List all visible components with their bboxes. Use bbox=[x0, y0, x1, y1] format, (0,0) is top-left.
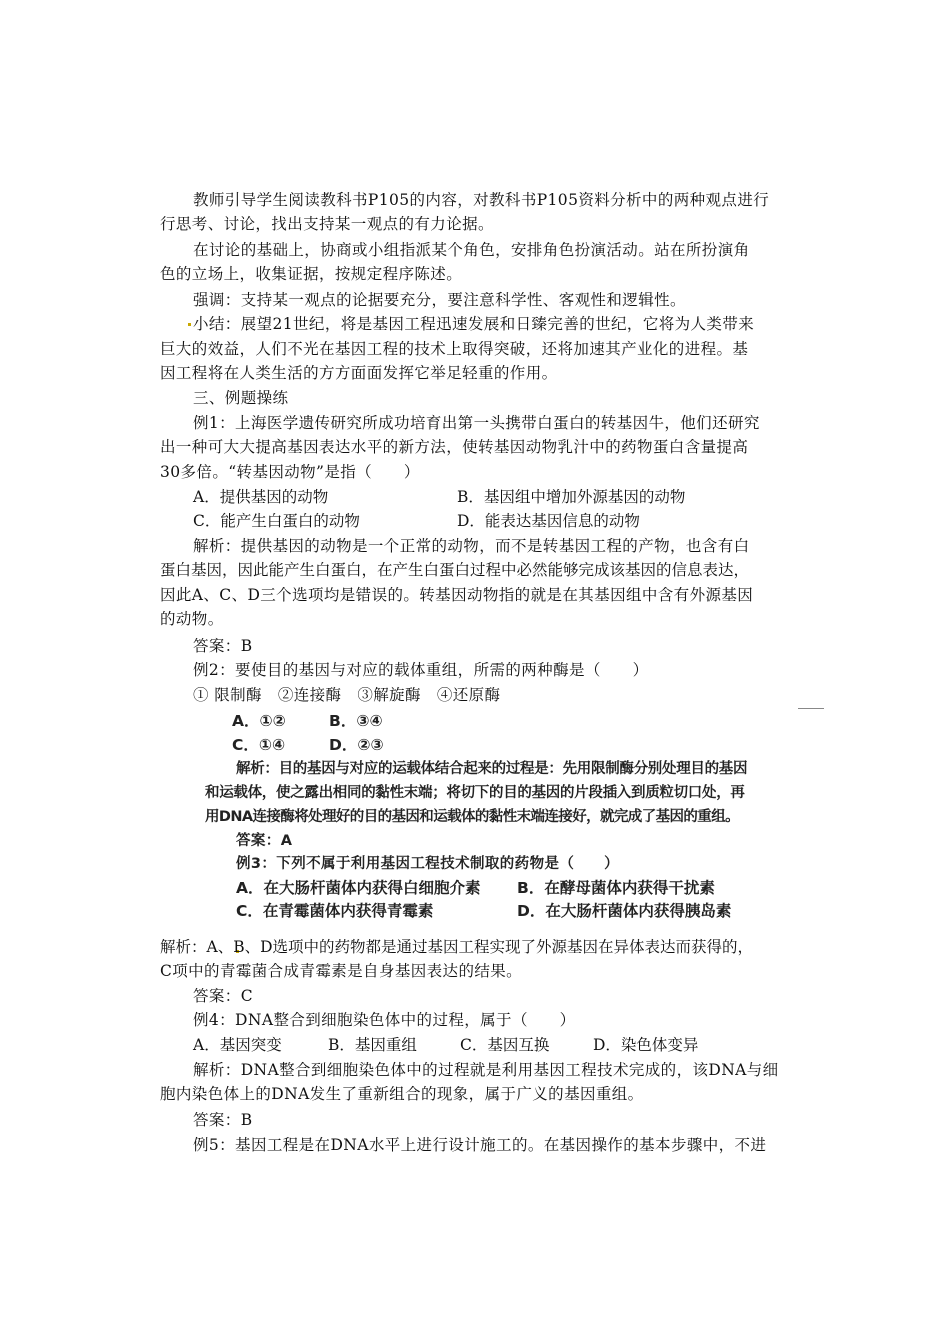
analysis-line: 蛋白基因，因此能产生白蛋白，在产生白蛋白过程中必然能够完成该基因的信息表达， bbox=[160, 561, 750, 579]
summary-line: 小结：展望21世纪，将是基因工程迅速发展和日臻完善的世纪，它将为人类带来 bbox=[193, 315, 755, 333]
analysis-line: 解析：提供基因的动物是一个正常的动物，而不是转基因工程的产物，也含有白 bbox=[193, 537, 750, 555]
analysis-line: 用DNA连接酶将处理好的目的基因和运载体的黏性末端连接好，就完成了基因的重组。 bbox=[205, 809, 739, 825]
analysis-line: 因此A、C、D三个选项均是错误的。转基因动物指的就是在其基因组中含有外源基因 bbox=[160, 586, 754, 604]
analysis-line: 胞内染色体上的DNA发生了重新组合的现象，属于广义的基因重组。 bbox=[160, 1085, 644, 1103]
answer-line: 答案：C bbox=[193, 987, 253, 1005]
example-1-line: 出一种可大大提高基因表达水平的新方法，使转基因动物乳汁中的药物蛋白含量提高 bbox=[160, 438, 749, 456]
analysis-line: 和运载体，使之露出相同的黏性末端；将切下的目的基因的片段插入到质粒切口处，再 bbox=[205, 785, 745, 801]
option-d: D．染色体变异 bbox=[593, 1036, 699, 1054]
example-1-line: 30多倍。“转基因动物”是指（ ） bbox=[160, 463, 420, 481]
example-5-line: 例5：基因工程是在DNA水平上进行设计施工的。在基因操作的基本步骤中，不进 bbox=[193, 1136, 767, 1154]
answer-line: 答案：A bbox=[236, 833, 293, 849]
analysis-line: 解析：目的基因与对应的运载体结合起来的过程是：先用限制酶分别处理目的基因 bbox=[236, 761, 748, 777]
example-1-line: 例1：上海医学遗传研究所成功培育出第一头携带白蛋白的转基因牛，他们还研究 bbox=[193, 414, 760, 432]
option-c: C．能产生白蛋白的动物 bbox=[193, 512, 360, 530]
option-b: B．③④ bbox=[329, 712, 383, 730]
option-a: A．①② bbox=[232, 712, 286, 730]
analysis-line: C项中的青霉菌合成青霉素是自身基因表达的结果。 bbox=[160, 962, 523, 980]
summary-line: 因工程将在人类生活的方方面面发挥它举足轻重的作用。 bbox=[160, 364, 558, 382]
emphasis-line: 强调：支持某一观点的论据要充分，要注意科学性、客观性和逻辑性。 bbox=[193, 291, 686, 309]
option-b: B．在酵母菌体内获得干扰素 bbox=[517, 879, 715, 897]
analysis-line: 解析：DNA整合到细胞染色体中的过程就是利用基因工程技术完成的，该DNA与细 bbox=[193, 1061, 779, 1079]
example-3-line: 例3：下列不属于利用基因工程技术制取的药物是（ ） bbox=[236, 856, 619, 872]
example-2-items: ① 限制酶 ②连接酶 ③解旋酶 ④还原酶 bbox=[193, 686, 501, 704]
analysis-line: 的动物。 bbox=[160, 610, 224, 628]
option-a: A．提供基因的动物 bbox=[193, 488, 329, 506]
option-c: C．①④ bbox=[232, 736, 286, 754]
divider bbox=[798, 708, 824, 709]
paragraph-line: 教师引导学生阅读教科书P105的内容，对教科书P105资料分析中的两种观点进行 bbox=[193, 191, 770, 209]
summary-line: 巨大的效益，人们不光在基因工程的技术上取得突破，还将加速其产业化的进程。基 bbox=[160, 340, 749, 358]
option-b: B．基因重组 bbox=[328, 1036, 417, 1054]
analysis-line: 解析：A、B、D选项中的药物都是通过基因工程实现了外源基因在异体表达而获得的， bbox=[160, 938, 754, 956]
example-2-line: 例2：要使目的基因与对应的载体重组，所需的两种酶是（ ） bbox=[193, 661, 649, 679]
option-c: C．在青霉菌体内获得青霉素 bbox=[236, 902, 434, 920]
option-d: D．能表达基因信息的动物 bbox=[457, 512, 640, 530]
example-4-line: 例4：DNA整合到细胞染色体中的过程，属于（ ） bbox=[193, 1011, 576, 1029]
option-d: D．在大肠杆菌体内获得胰岛素 bbox=[517, 902, 732, 920]
option-a: A．基因突变 bbox=[193, 1036, 282, 1054]
option-c: C．基因互换 bbox=[460, 1036, 550, 1054]
edit-mark-icon bbox=[188, 323, 191, 326]
paragraph-line: 在讨论的基础上，协商或小组指派某个角色，安排角色扮演活动。站在所扮演角 bbox=[193, 241, 750, 259]
option-b: B．基因组中增加外源基因的动物 bbox=[457, 488, 686, 506]
paragraph-line: 行思考、讨论，找出支持某一观点的有力论据。 bbox=[160, 215, 494, 233]
section-heading: 三、例题操练 bbox=[193, 389, 289, 407]
option-a: A．在大肠杆菌体内获得白细胞介素 bbox=[236, 879, 481, 897]
paragraph-line: 色的立场上，收集证据，按规定程序陈述。 bbox=[160, 265, 463, 283]
option-d: D．②③ bbox=[329, 736, 384, 754]
answer-line: 答案：B bbox=[193, 637, 253, 655]
answer-line: 答案：B bbox=[193, 1111, 253, 1129]
